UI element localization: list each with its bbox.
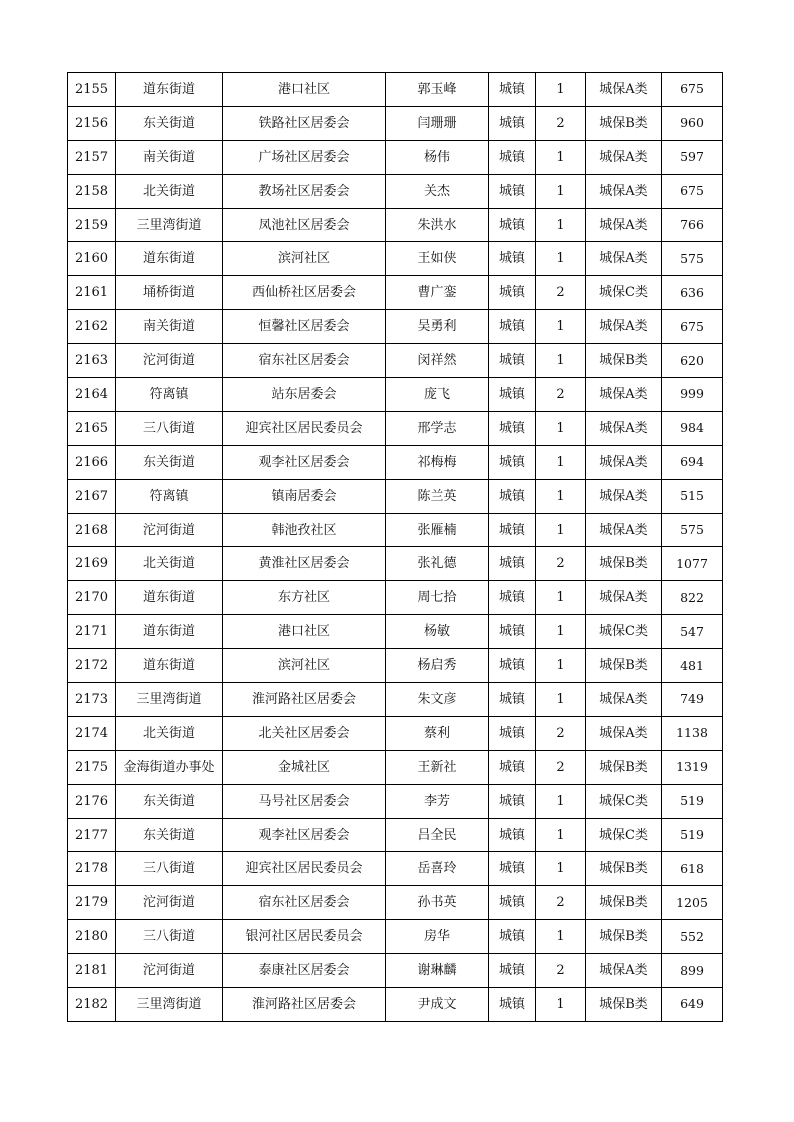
insurance-category-cell: 城保B类 [586, 988, 662, 1022]
street-office-cell: 道东街道 [116, 581, 223, 615]
street-office-cell: 道东街道 [116, 73, 223, 107]
amount-cell: 597 [662, 140, 723, 174]
resident-name-cell: 吕全民 [386, 818, 489, 852]
household-size-cell: 2 [536, 750, 586, 784]
area-type-cell: 城镇 [489, 445, 536, 479]
street-office-cell: 东关街道 [116, 445, 223, 479]
household-size-cell: 1 [536, 140, 586, 174]
table-row [68, 208, 723, 242]
amount-cell: 519 [662, 818, 723, 852]
row-number-cell: 2162 [68, 310, 116, 344]
resident-name-cell: 邢学志 [386, 411, 489, 445]
insurance-category-cell: 城保B类 [586, 344, 662, 378]
amount-cell: 694 [662, 445, 723, 479]
table-row [68, 615, 723, 649]
row-number-cell: 2179 [68, 886, 116, 920]
row-number-cell: 2173 [68, 683, 116, 717]
insurance-category-cell: 城保B类 [586, 886, 662, 920]
amount-cell: 1077 [662, 547, 723, 581]
household-size-cell: 1 [536, 479, 586, 513]
row-number-cell: 2180 [68, 920, 116, 954]
amount-cell: 822 [662, 581, 723, 615]
resident-name-cell: 谢琳麟 [386, 954, 489, 988]
resident-name-cell: 王如侠 [386, 242, 489, 276]
insurance-category-cell: 城保A类 [586, 683, 662, 717]
table-body [68, 73, 723, 1022]
household-size-cell: 1 [536, 852, 586, 886]
amount-cell: 1319 [662, 750, 723, 784]
insurance-category-cell: 城保A类 [586, 954, 662, 988]
household-size-cell: 2 [536, 954, 586, 988]
area-type-cell: 城镇 [489, 920, 536, 954]
community-cell: 金城社区 [223, 750, 386, 784]
community-cell: 淮河路社区居委会 [223, 988, 386, 1022]
community-cell: 迎宾社区居民委员会 [223, 852, 386, 886]
household-size-cell: 1 [536, 683, 586, 717]
street-office-cell: 三里湾街道 [116, 988, 223, 1022]
community-cell: 迎宾社区居民委员会 [223, 411, 386, 445]
household-size-cell: 1 [536, 445, 586, 479]
resident-name-cell: 岳喜玲 [386, 852, 489, 886]
area-type-cell: 城镇 [489, 852, 536, 886]
household-size-cell: 2 [536, 106, 586, 140]
community-cell: 铁路社区居委会 [223, 106, 386, 140]
insurance-category-cell: 城保A类 [586, 73, 662, 107]
area-type-cell: 城镇 [489, 242, 536, 276]
street-office-cell: 东关街道 [116, 106, 223, 140]
resident-name-cell: 吴勇利 [386, 310, 489, 344]
area-type-cell: 城镇 [489, 818, 536, 852]
resident-name-cell: 闵祥然 [386, 344, 489, 378]
resident-name-cell: 郭玉峰 [386, 73, 489, 107]
row-number-cell: 2175 [68, 750, 116, 784]
street-office-cell: 道东街道 [116, 615, 223, 649]
table-row [68, 106, 723, 140]
community-cell: 宿东社区居委会 [223, 886, 386, 920]
street-office-cell: 南关街道 [116, 310, 223, 344]
household-size-cell: 1 [536, 73, 586, 107]
row-number-cell: 2165 [68, 411, 116, 445]
household-size-cell: 2 [536, 716, 586, 750]
resident-name-cell: 尹成文 [386, 988, 489, 1022]
community-cell: 凤池社区居委会 [223, 208, 386, 242]
area-type-cell: 城镇 [489, 140, 536, 174]
street-office-cell: 三八街道 [116, 411, 223, 445]
community-cell: 西仙桥社区居委会 [223, 276, 386, 310]
table-row [68, 988, 723, 1022]
area-type-cell: 城镇 [489, 208, 536, 242]
resident-name-cell: 王新社 [386, 750, 489, 784]
household-size-cell: 2 [536, 378, 586, 412]
row-number-cell: 2172 [68, 649, 116, 683]
household-size-cell: 1 [536, 615, 586, 649]
resident-name-cell: 杨敏 [386, 615, 489, 649]
row-number-cell: 2182 [68, 988, 116, 1022]
area-type-cell: 城镇 [489, 73, 536, 107]
household-size-cell: 1 [536, 649, 586, 683]
insurance-category-cell: 城保C类 [586, 784, 662, 818]
area-type-cell: 城镇 [489, 615, 536, 649]
street-office-cell: 南关街道 [116, 140, 223, 174]
street-office-cell: 道东街道 [116, 242, 223, 276]
resident-name-cell: 朱文彦 [386, 683, 489, 717]
amount-cell: 515 [662, 479, 723, 513]
insurance-category-cell: 城保A类 [586, 242, 662, 276]
insurance-category-cell: 城保A类 [586, 378, 662, 412]
community-cell: 淮河路社区居委会 [223, 683, 386, 717]
community-cell: 观李社区居委会 [223, 818, 386, 852]
community-cell: 韩池孜社区 [223, 513, 386, 547]
resident-name-cell: 庞飞 [386, 378, 489, 412]
row-number-cell: 2169 [68, 547, 116, 581]
amount-cell: 999 [662, 378, 723, 412]
insurance-category-cell: 城保B类 [586, 547, 662, 581]
table-row [68, 445, 723, 479]
amount-cell: 984 [662, 411, 723, 445]
household-size-cell: 1 [536, 818, 586, 852]
amount-cell: 675 [662, 310, 723, 344]
resident-name-cell: 孙书英 [386, 886, 489, 920]
area-type-cell: 城镇 [489, 310, 536, 344]
amount-cell: 899 [662, 954, 723, 988]
amount-cell: 519 [662, 784, 723, 818]
table-row [68, 954, 723, 988]
street-office-cell: 北关街道 [116, 547, 223, 581]
community-cell: 东方社区 [223, 581, 386, 615]
community-cell: 滨河社区 [223, 242, 386, 276]
community-cell: 教场社区居委会 [223, 174, 386, 208]
community-cell: 港口社区 [223, 615, 386, 649]
area-type-cell: 城镇 [489, 581, 536, 615]
area-type-cell: 城镇 [489, 547, 536, 581]
household-size-cell: 1 [536, 988, 586, 1022]
row-number-cell: 2158 [68, 174, 116, 208]
insurance-category-cell: 城保A类 [586, 174, 662, 208]
table-row [68, 547, 723, 581]
table-row [68, 852, 723, 886]
row-number-cell: 2167 [68, 479, 116, 513]
area-type-cell: 城镇 [489, 513, 536, 547]
table-row [68, 750, 723, 784]
street-office-cell: 金海街道办事处 [116, 750, 223, 784]
relief-roster-table [67, 72, 723, 1022]
table-row [68, 784, 723, 818]
community-cell: 广场社区居委会 [223, 140, 386, 174]
insurance-category-cell: 城保B类 [586, 852, 662, 886]
table-row [68, 378, 723, 412]
street-office-cell: 三八街道 [116, 852, 223, 886]
area-type-cell: 城镇 [489, 988, 536, 1022]
area-type-cell: 城镇 [489, 649, 536, 683]
amount-cell: 675 [662, 174, 723, 208]
area-type-cell: 城镇 [489, 174, 536, 208]
amount-cell: 749 [662, 683, 723, 717]
table-row [68, 886, 723, 920]
insurance-category-cell: 城保B类 [586, 750, 662, 784]
insurance-category-cell: 城保A类 [586, 310, 662, 344]
household-size-cell: 1 [536, 310, 586, 344]
area-type-cell: 城镇 [489, 886, 536, 920]
household-size-cell: 2 [536, 886, 586, 920]
amount-cell: 618 [662, 852, 723, 886]
table-row [68, 73, 723, 107]
area-type-cell: 城镇 [489, 479, 536, 513]
area-type-cell: 城镇 [489, 106, 536, 140]
resident-name-cell: 杨伟 [386, 140, 489, 174]
insurance-category-cell: 城保A类 [586, 513, 662, 547]
community-cell: 银河社区居民委员会 [223, 920, 386, 954]
street-office-cell: 道东街道 [116, 649, 223, 683]
insurance-category-cell: 城保A类 [586, 411, 662, 445]
insurance-category-cell: 城保B类 [586, 106, 662, 140]
community-cell: 站东居委会 [223, 378, 386, 412]
resident-name-cell: 周七拾 [386, 581, 489, 615]
insurance-category-cell: 城保A类 [586, 445, 662, 479]
resident-name-cell: 杨启秀 [386, 649, 489, 683]
area-type-cell: 城镇 [489, 344, 536, 378]
table-row [68, 174, 723, 208]
street-office-cell: 符离镇 [116, 378, 223, 412]
resident-name-cell: 闫珊珊 [386, 106, 489, 140]
street-office-cell: 沱河街道 [116, 344, 223, 378]
community-cell: 马号社区居委会 [223, 784, 386, 818]
community-cell: 恒馨社区居委会 [223, 310, 386, 344]
street-office-cell: 三里湾街道 [116, 208, 223, 242]
street-office-cell: 三八街道 [116, 920, 223, 954]
amount-cell: 960 [662, 106, 723, 140]
row-number-cell: 2177 [68, 818, 116, 852]
household-size-cell: 1 [536, 174, 586, 208]
street-office-cell: 东关街道 [116, 784, 223, 818]
area-type-cell: 城镇 [489, 954, 536, 988]
community-cell: 镇南居委会 [223, 479, 386, 513]
street-office-cell: 三里湾街道 [116, 683, 223, 717]
street-office-cell: 北关街道 [116, 716, 223, 750]
table-row [68, 140, 723, 174]
table-row [68, 242, 723, 276]
resident-name-cell: 关杰 [386, 174, 489, 208]
amount-cell: 552 [662, 920, 723, 954]
row-number-cell: 2160 [68, 242, 116, 276]
table-row [68, 683, 723, 717]
insurance-category-cell: 城保A类 [586, 581, 662, 615]
row-number-cell: 2159 [68, 208, 116, 242]
community-cell: 泰康社区居委会 [223, 954, 386, 988]
household-size-cell: 1 [536, 242, 586, 276]
insurance-category-cell: 城保B类 [586, 649, 662, 683]
row-number-cell: 2174 [68, 716, 116, 750]
community-cell: 宿东社区居委会 [223, 344, 386, 378]
insurance-category-cell: 城保B类 [586, 920, 662, 954]
household-size-cell: 1 [536, 344, 586, 378]
household-size-cell: 1 [536, 784, 586, 818]
amount-cell: 636 [662, 276, 723, 310]
street-office-cell: 埇桥街道 [116, 276, 223, 310]
community-cell: 北关社区居委会 [223, 716, 386, 750]
insurance-category-cell: 城保A类 [586, 140, 662, 174]
table-row [68, 276, 723, 310]
row-number-cell: 2166 [68, 445, 116, 479]
amount-cell: 481 [662, 649, 723, 683]
street-office-cell: 东关街道 [116, 818, 223, 852]
community-cell: 港口社区 [223, 73, 386, 107]
resident-name-cell: 蔡利 [386, 716, 489, 750]
amount-cell: 1138 [662, 716, 723, 750]
resident-name-cell: 曹广銮 [386, 276, 489, 310]
insurance-category-cell: 城保A类 [586, 479, 662, 513]
household-size-cell: 2 [536, 276, 586, 310]
area-type-cell: 城镇 [489, 411, 536, 445]
street-office-cell: 符离镇 [116, 479, 223, 513]
insurance-category-cell: 城保A类 [586, 716, 662, 750]
street-office-cell: 沱河街道 [116, 886, 223, 920]
resident-name-cell: 陈兰英 [386, 479, 489, 513]
area-type-cell: 城镇 [489, 716, 536, 750]
street-office-cell: 沱河街道 [116, 954, 223, 988]
street-office-cell: 北关街道 [116, 174, 223, 208]
table-row [68, 818, 723, 852]
street-office-cell: 沱河街道 [116, 513, 223, 547]
insurance-category-cell: 城保C类 [586, 276, 662, 310]
household-size-cell: 1 [536, 208, 586, 242]
area-type-cell: 城镇 [489, 378, 536, 412]
table-row [68, 344, 723, 378]
table-row [68, 716, 723, 750]
insurance-category-cell: 城保A类 [586, 208, 662, 242]
household-size-cell: 1 [536, 513, 586, 547]
table-row [68, 920, 723, 954]
table-row [68, 581, 723, 615]
community-cell: 黄淮社区居委会 [223, 547, 386, 581]
household-size-cell: 1 [536, 411, 586, 445]
amount-cell: 547 [662, 615, 723, 649]
table-row [68, 411, 723, 445]
row-number-cell: 2161 [68, 276, 116, 310]
amount-cell: 649 [662, 988, 723, 1022]
resident-name-cell: 房华 [386, 920, 489, 954]
amount-cell: 575 [662, 513, 723, 547]
resident-name-cell: 张雁楠 [386, 513, 489, 547]
resident-name-cell: 朱洪水 [386, 208, 489, 242]
row-number-cell: 2168 [68, 513, 116, 547]
insurance-category-cell: 城保C类 [586, 818, 662, 852]
row-number-cell: 2155 [68, 73, 116, 107]
amount-cell: 575 [662, 242, 723, 276]
insurance-category-cell: 城保C类 [586, 615, 662, 649]
resident-name-cell: 祁梅梅 [386, 445, 489, 479]
row-number-cell: 2157 [68, 140, 116, 174]
amount-cell: 766 [662, 208, 723, 242]
area-type-cell: 城镇 [489, 683, 536, 717]
resident-name-cell: 张礼德 [386, 547, 489, 581]
row-number-cell: 2164 [68, 378, 116, 412]
resident-name-cell: 李芳 [386, 784, 489, 818]
table-row [68, 310, 723, 344]
row-number-cell: 2170 [68, 581, 116, 615]
household-size-cell: 1 [536, 920, 586, 954]
area-type-cell: 城镇 [489, 276, 536, 310]
community-cell: 滨河社区 [223, 649, 386, 683]
area-type-cell: 城镇 [489, 750, 536, 784]
row-number-cell: 2181 [68, 954, 116, 988]
household-size-cell: 1 [536, 581, 586, 615]
amount-cell: 675 [662, 73, 723, 107]
amount-cell: 1205 [662, 886, 723, 920]
row-number-cell: 2176 [68, 784, 116, 818]
table-row [68, 513, 723, 547]
community-cell: 观李社区居委会 [223, 445, 386, 479]
table-row [68, 649, 723, 683]
row-number-cell: 2171 [68, 615, 116, 649]
row-number-cell: 2178 [68, 852, 116, 886]
row-number-cell: 2163 [68, 344, 116, 378]
row-number-cell: 2156 [68, 106, 116, 140]
amount-cell: 620 [662, 344, 723, 378]
table-row [68, 479, 723, 513]
area-type-cell: 城镇 [489, 784, 536, 818]
household-size-cell: 2 [536, 547, 586, 581]
